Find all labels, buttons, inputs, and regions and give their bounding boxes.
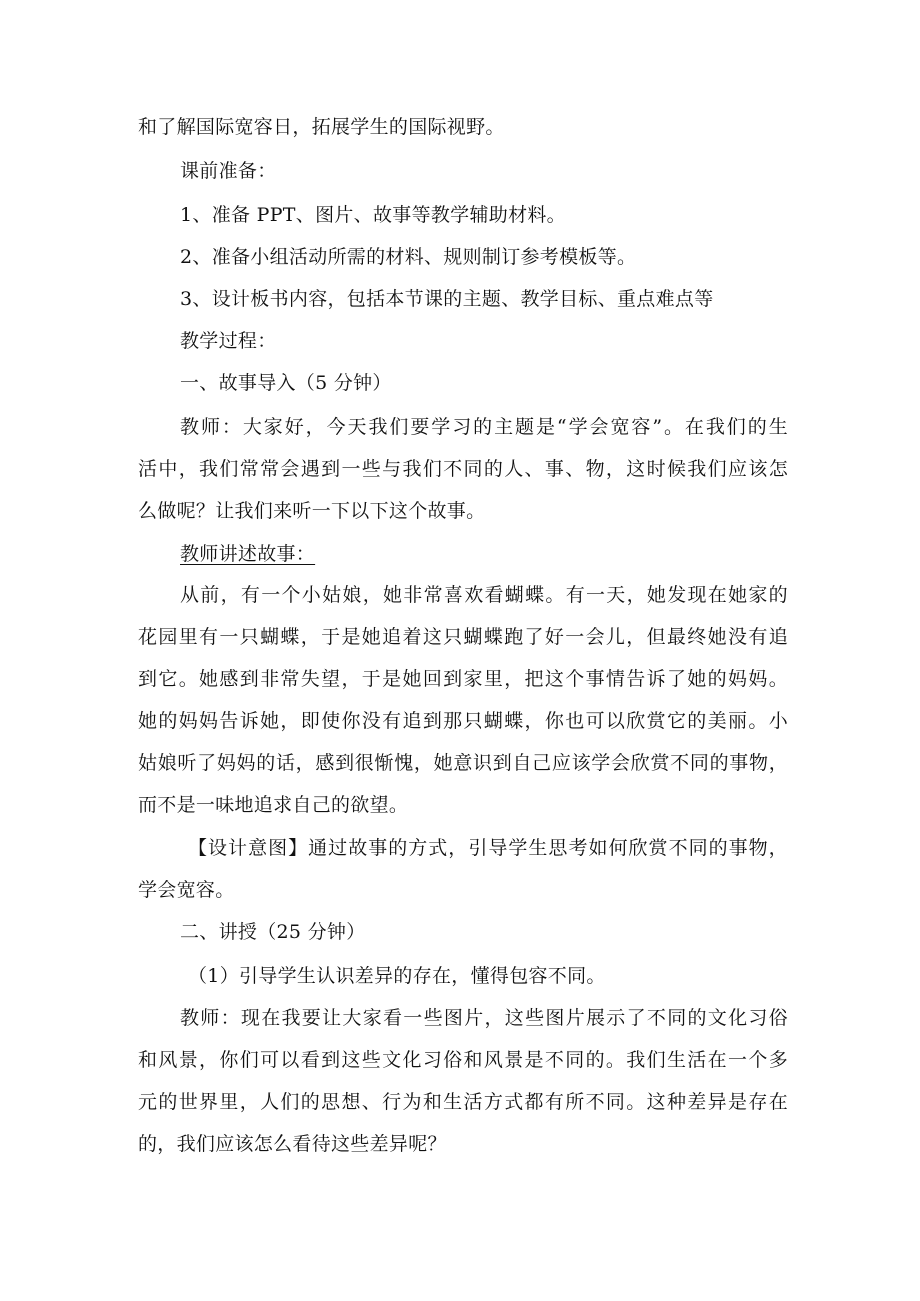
paragraph-line: 她的妈妈告诉她，即使你没有追到那只蝴蝶，你也可以欣赏它的美丽。小 (138, 710, 788, 732)
design-intent-line: 学会宽容。 (138, 879, 235, 901)
subsection-heading: （1）引导学生认识差异的存在，懂得包容不同。 (188, 965, 606, 987)
paragraph-line: 教师：大家好，今天我们要学习的主题是“学会宽容”。在我们的生 (180, 416, 788, 438)
paragraph-line: 教师：现在我要让大家看一些图片，这些图片展示了不同的文化习俗 (180, 1007, 788, 1029)
design-intent-line: 【设计意图】通过故事的方式，引导学生思考如何欣赏不同的事物， (188, 837, 788, 859)
subheading-teacher-story: 教师讲述故事： (180, 543, 316, 565)
paragraph-line: 花园里有一只蝴蝶，于是她追着这只蝴蝶跑了好一会儿，但最终她没有追 (138, 626, 788, 648)
list-item: 1、准备 PPT、图片、故事等教学辅助材料。 (180, 204, 566, 226)
list-item: 2、准备小组活动所需的材料、规则制订参考模板等。 (180, 246, 637, 268)
section-heading-lecture: 二、讲授（25 分钟） (180, 921, 366, 943)
paragraph-line: 姑娘听了妈妈的话，感到很惭愧，她意识到自己应该学会欣赏不同的事物， (138, 752, 788, 774)
list-item: 3、设计板书内容，包括本节课的主题、教学目标、重点难点等 (180, 288, 714, 310)
paragraph-line: 么做呢？让我们来听一下以下这个故事。 (138, 500, 486, 522)
paragraph-line: 到它。她感到非常失望，于是她回到家里，把这个事情告诉了她的妈妈。 (138, 668, 788, 690)
paragraph-line: 从前，有一个小姑娘，她非常喜欢看蝴蝶。有一天，她发现在她家的 (180, 584, 788, 606)
paragraph-line: 和风景，你们可以看到这些文化习俗和风景是不同的。我们生活在一个多 (138, 1049, 788, 1071)
paragraph-line: 和了解国际宽容日，拓展学生的国际视野。 (138, 116, 505, 138)
paragraph-line: 活中，我们常常会遇到一些与我们不同的人、事、物，这时候我们应该怎 (138, 458, 788, 480)
section-heading-preparation: 课前准备： (180, 160, 277, 182)
paragraph-line: 的，我们应该怎么看待这些差异呢？ (138, 1133, 447, 1155)
section-heading-process: 教学过程： (180, 330, 277, 352)
section-heading-story-intro: 一、故事导入（5 分钟） (180, 372, 392, 394)
paragraph-line: 而不是一味地追求自己的欲望。 (138, 794, 409, 816)
paragraph-line: 元的世界里，人们的思想、行为和生活方式都有所不同。这种差异是存在 (138, 1091, 788, 1113)
